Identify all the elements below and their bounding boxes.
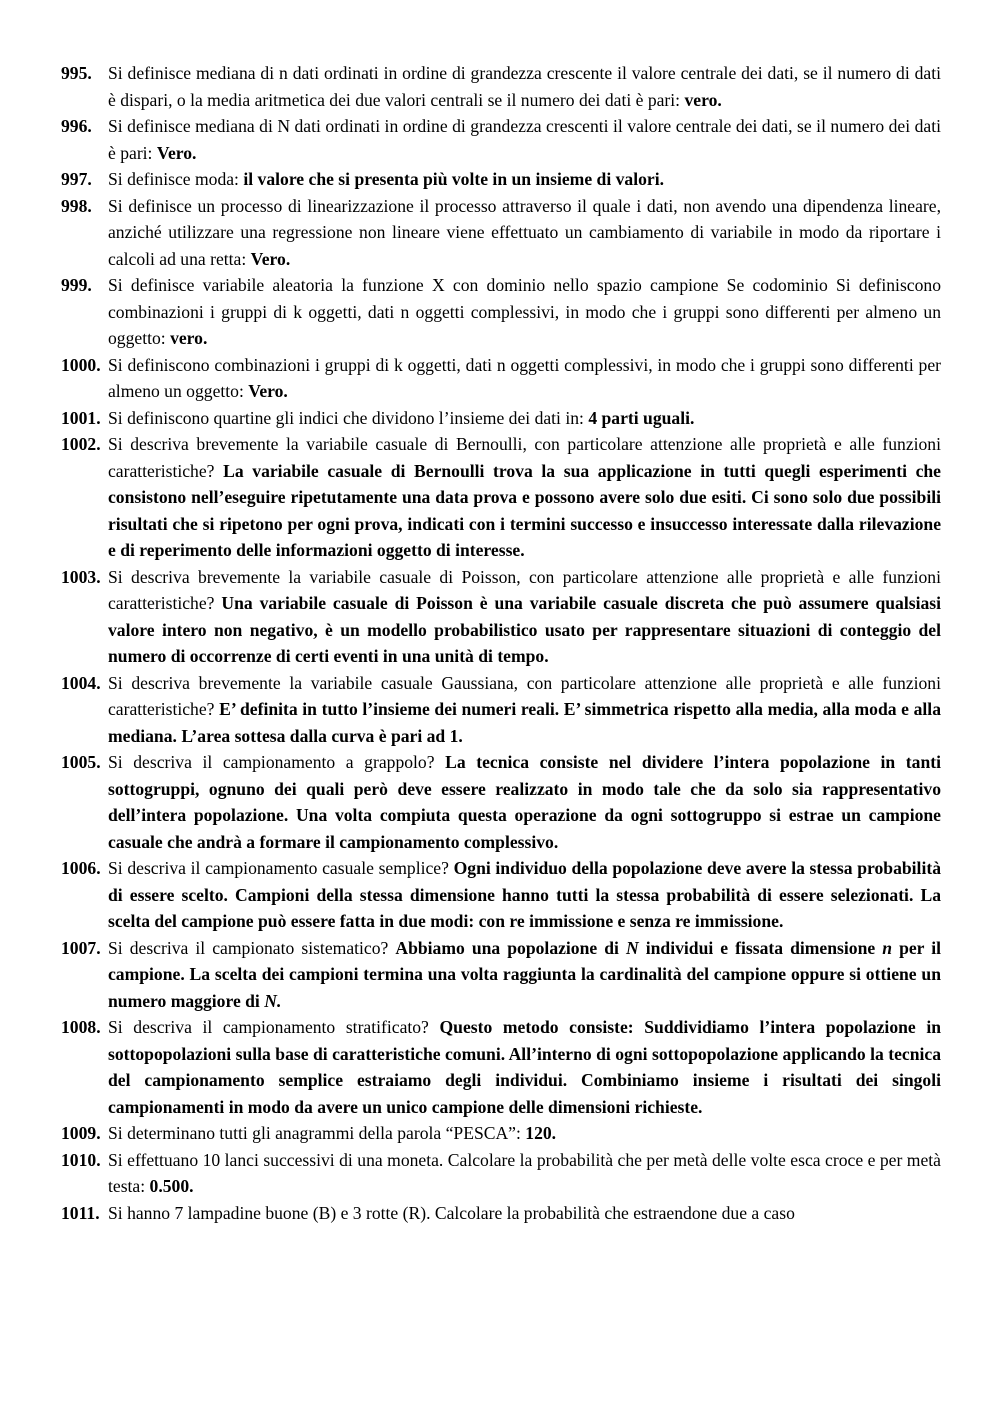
question-item xyxy=(61,272,941,352)
question-text xyxy=(108,855,941,935)
answer-text: Vero. xyxy=(156,142,197,163)
question-item xyxy=(61,405,941,432)
question-number: 1007. xyxy=(61,937,101,958)
question-number: 1002. xyxy=(61,434,101,454)
question-item xyxy=(61,1120,941,1147)
question-list xyxy=(61,60,941,1226)
question-number: 1009. xyxy=(61,1123,101,1143)
question-prompt: Si descriva il campionamento casuale semplice? xyxy=(108,858,454,878)
question-item xyxy=(61,113,941,166)
question-number: 999. xyxy=(61,275,92,295)
answer-variable: N. xyxy=(264,990,282,1011)
question-prompt: Si determinano tutti gli anagrammi della parola “PESCA”: xyxy=(108,1123,526,1143)
question-prompt: Si descriva il campionamento a grappolo? xyxy=(108,752,446,772)
answer-text: 0.500. xyxy=(149,1176,194,1196)
question-number: 995. xyxy=(61,63,92,83)
question-text xyxy=(108,935,941,1015)
question-item xyxy=(61,670,941,750)
question-text xyxy=(108,1147,941,1200)
question-text xyxy=(108,272,941,352)
question-number: 996. xyxy=(61,116,92,136)
answer-text: vero. xyxy=(170,328,208,348)
question-item xyxy=(61,60,941,113)
answer-text: 4 parti uguali. xyxy=(588,407,695,428)
question-number: 1010. xyxy=(61,1149,101,1170)
question-prompt: Si definisce variabile aleatoria la funzione X con dominio nello spazio campione Se codominio Si definiscono combinazioni i gruppi di k oggetti, dati n oggetti complessivi, in modo che i gruppi sono differenti per almeno un oggetto: xyxy=(108,275,941,348)
question-prompt: Si definiscono combinazioni i gruppi di k oggetti, dati n oggetti complessivi, in modo che i gruppi sono differenti per almeno un oggetto: xyxy=(108,354,941,401)
answer-text: E’ definita in tutto l’insieme dei numeri reali. E’ simmetrica rispetto alla media, alla moda e alla mediana. L’area sottesa dalla curva è pari ad 1. xyxy=(108,699,941,746)
question-item xyxy=(61,564,941,670)
question-number: 1001. xyxy=(61,407,101,428)
question-number: 1000. xyxy=(61,354,101,375)
question-item xyxy=(61,1014,941,1120)
answer-fragment: Abbiamo una popolazione di xyxy=(395,937,626,958)
answer-text: Vero. xyxy=(248,381,288,401)
question-text xyxy=(108,670,941,750)
answer-text: Vero. xyxy=(250,248,291,269)
question-item xyxy=(61,749,941,855)
question-prompt: Si descriva il campionato sistematico? xyxy=(108,937,396,958)
answer-text: La variabile casuale di Bernoulli trova la sua applicazione in tutti quegli esperimenti che consistono nell’eseguire ripetutamente una data prova e possono avere solo due esiti. Ci sono solo due possibili risultati che si ripetono per ogni prova, indicati con i termini successo e insuccesso interessate dalla rilevazione e di reperimento delle informazioni oggetto di interesse. xyxy=(108,460,941,560)
answer-text: Una variabile casuale di Poisson è una variabile casuale discreta che può assumere qualsiasi valore intero non negativo, è un modello probabilistico usato per rappresentare situazioni di conteggio del numero di occorrenze di certi eventi in una unità di tempo. xyxy=(108,593,941,666)
question-item xyxy=(61,166,941,193)
question-item xyxy=(61,1200,941,1227)
answer-fragment: individui e fissata dimensione xyxy=(638,937,883,958)
question-item xyxy=(61,352,941,405)
question-text xyxy=(108,166,941,193)
question-prompt: Si descriva brevemente la variabile casuale di Poisson, con particolare attenzione alle proprietà e alle funzioni caratteristiche? xyxy=(108,566,941,613)
question-number: 998. xyxy=(61,195,92,216)
answer-text: Questo metodo consiste: Suddividiamo l’intera popolazione in sottopopolazioni sulla base di caratteristiche comuni. All’interno di ogni sottopopolazione applicando la tecnica del campionamento semplice estraiamo degli individui. Combiniamo insieme i risultati dei singoli campionamenti in modo da avere un unico campione delle dimensioni richieste. xyxy=(108,1017,941,1117)
question-number: 1004. xyxy=(61,672,101,693)
question-number: 1006. xyxy=(61,858,101,878)
question-prompt: Si descriva brevemente la variabile casuale Gaussiana, con particolare attenzione alle proprietà e alle funzioni caratteristiche? xyxy=(108,672,941,719)
question-prompt: Si definisce mediana di n dati ordinati in ordine di grandezza crescente il valore centrale dei dati, se il numero di dati è dispari, o la media aritmetica dei due valori centrali se il numero dei dati è pari: xyxy=(108,63,941,110)
question-text xyxy=(108,1120,941,1147)
question-text xyxy=(108,113,941,166)
question-text xyxy=(108,60,941,113)
answer-text: La tecnica consiste nel dividere l’intera popolazione in tanti sottogruppi, ognuno dei quali però deve essere realizzato in modo tale che da solo sia rappresentativo dell’intera popolazione. Una volta compiuta questa operazione da ogni sottogruppo si estrae un campione casuale che andrà a formare il campionamento complessivo. xyxy=(108,752,941,852)
question-prompt: Si descriva il campionamento stratificato? xyxy=(108,1017,440,1037)
question-item xyxy=(61,193,941,273)
question-text xyxy=(108,1014,941,1120)
question-number: 997. xyxy=(61,169,92,189)
question-number: 1005. xyxy=(61,752,101,772)
question-text xyxy=(108,352,941,405)
answer-variable: N xyxy=(625,937,639,958)
question-prompt: Si descriva brevemente la variabile casuale di Bernoulli, con particolare attenzione alle proprietà e alle funzioni caratteristiche? xyxy=(108,434,941,481)
question-text xyxy=(108,749,941,855)
question-number: 1003. xyxy=(61,566,101,587)
question-item xyxy=(61,431,941,564)
question-text xyxy=(108,431,941,564)
question-text xyxy=(108,405,941,432)
question-prompt: Si definisce moda: xyxy=(108,169,244,189)
question-prompt: Si definisce mediana di N dati ordinati in ordine di grandezza crescenti il valore centrale dei dati, se il numero dei dati è pari: xyxy=(108,116,941,163)
question-text xyxy=(108,193,941,273)
answer-text: il valore che si presenta più volte in un insieme di valori. xyxy=(243,169,664,189)
question-prompt: Si hanno 7 lampadine buone (B) e 3 rotte (R). Calcolare la probabilità che estraendone due a caso xyxy=(108,1202,795,1223)
answer-text: vero. xyxy=(684,89,722,110)
question-prompt: Si definiscono quartine gli indici che dividono l’insieme dei dati in: xyxy=(108,407,589,428)
answer-text: Ogni individuo della popolazione deve avere la stessa probabilità di essere scelto. Campioni della stessa dimensione hanno tutti la stessa probabilità di essere selezionati. La scelta del campione può essere fatta in due modi: con re immissione e senza re immissione. xyxy=(108,858,941,931)
question-item xyxy=(61,855,941,935)
answer-fragment: per il campione. La scelta dei campioni termina una volta raggiunta la cardinalità del campione oppure si ottiene un numero maggiore di xyxy=(108,937,941,1011)
question-item xyxy=(61,935,941,1015)
question-text xyxy=(108,1200,941,1227)
answer-text: 120. xyxy=(525,1123,557,1143)
question-number: 1011. xyxy=(61,1202,100,1223)
question-prompt: Si effettuano 10 lanci successivi di una moneta. Calcolare la probabilità che per metà delle volte esca croce e per metà testa: xyxy=(108,1149,941,1196)
answer-variable: n xyxy=(882,937,893,958)
question-text xyxy=(108,564,941,670)
question-item xyxy=(61,1147,941,1200)
question-number: 1008. xyxy=(61,1017,101,1037)
question-prompt: Si definisce un processo di linearizzazione il processo attraverso il quale i dati, non avendo una dipendenza lineare, anziché utilizzare una regressione non lineare viene effettuato un cambiamento di variabile in modo da riportare i calcoli ad una retta: xyxy=(108,195,941,269)
